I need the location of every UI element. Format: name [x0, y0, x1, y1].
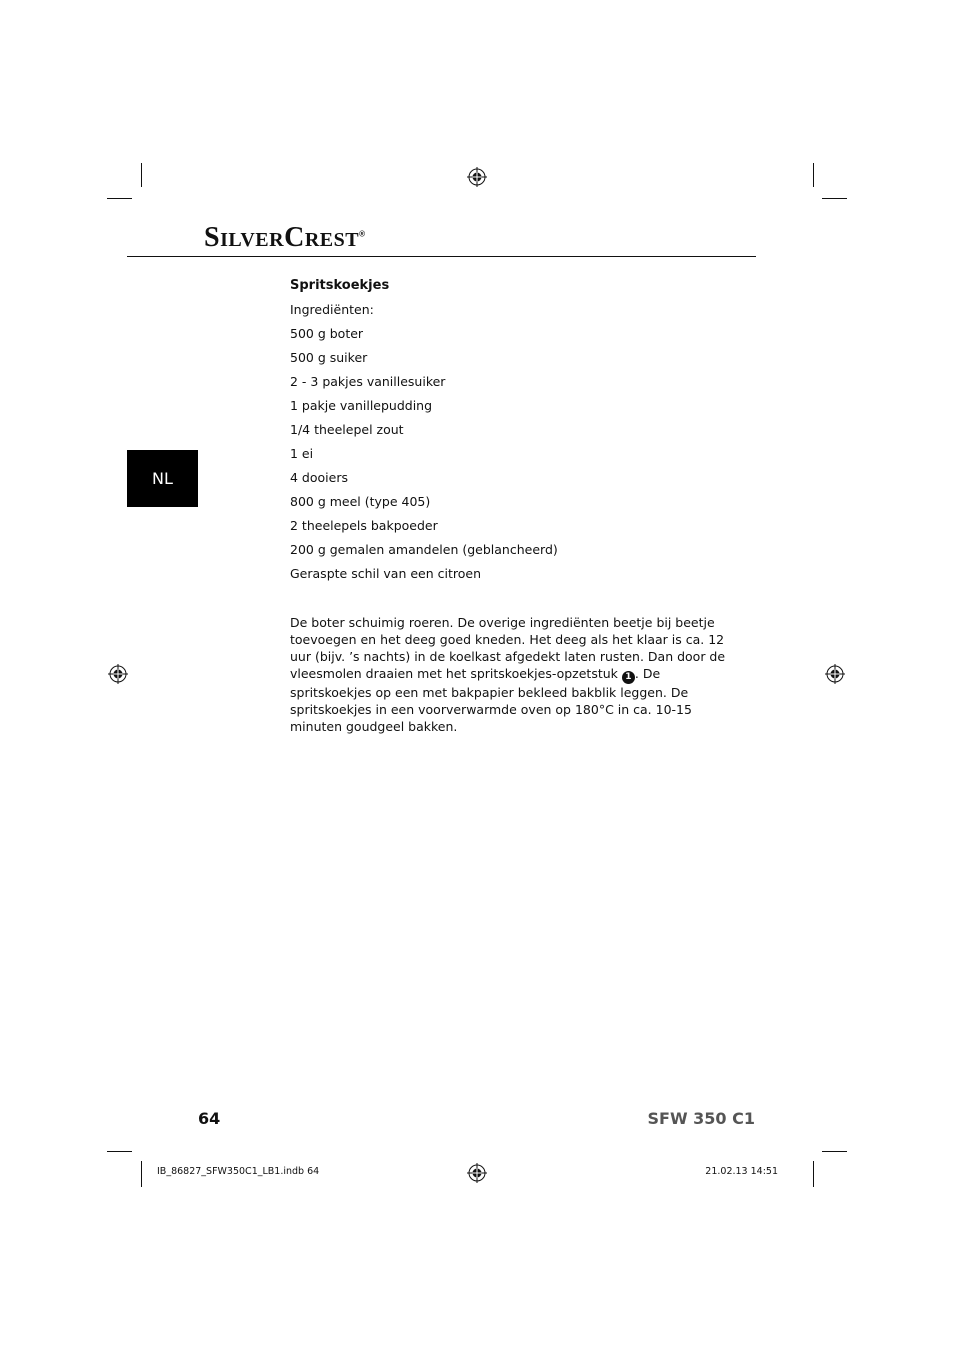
ingredient-item: 800 g meel (type 405) [290, 494, 431, 509]
page-number: 64 [198, 1109, 221, 1128]
ingredient-item: 1 pakje vanillepudding [290, 398, 433, 413]
part-reference-badge: 1 [622, 671, 635, 684]
print-slug-file: IB_86827_SFW350C1_LB1.indb 64 [157, 1166, 320, 1177]
print-slug-datetime: 21.02.13 14:51 [705, 1166, 778, 1177]
brand-logo: SILVERCREST® [204, 222, 366, 253]
crop-mark [813, 1161, 814, 1187]
registration-mark-icon [108, 664, 128, 684]
registration-mark-icon [467, 167, 487, 187]
model-number: SFW 350 C1 [647, 1109, 755, 1128]
ingredient-item: 2 theelepels bakpoeder [290, 518, 438, 533]
ingredients-list [290, 325, 730, 589]
crop-mark [141, 163, 142, 187]
crop-mark [141, 1161, 142, 1187]
registration-mark-icon [467, 1163, 487, 1183]
ingredient-item: 2 - 3 pakjes vanillesuiker [290, 374, 446, 389]
instructions-text: De boter schuimig roeren. De overige ingrediënten beetje bij beetje toevoegen en het deeg goed kneden. Het deeg als het klaar is ca. 12 uur (bijv. ’s nachts) in de koelkast afgedekt laten rusten. Dan door de vleesmolen draaien met het spritskoekjes-opzetstuk [290, 615, 726, 681]
recipe-content [290, 277, 730, 735]
registration-mark-icon [825, 664, 845, 684]
crop-mark [107, 198, 132, 199]
ingredient-item: Geraspte schil van een citroen [290, 566, 482, 581]
language-tab [127, 450, 198, 507]
crop-mark [813, 163, 814, 187]
ingredients-label: Ingrediënten: [290, 302, 374, 317]
ingredient-item: 1/4 theelepel zout [290, 422, 404, 437]
language-tab-label: NL [152, 469, 173, 488]
recipe-title: Spritskoekjes [290, 278, 390, 293]
recipe-instructions [290, 614, 730, 735]
ingredient-item: 200 g gemalen amandelen (geblancheerd) [290, 542, 558, 557]
ingredient-item: 500 g boter [290, 326, 364, 341]
crop-mark [107, 1151, 132, 1152]
ingredient-item: 500 g suiker [290, 350, 368, 365]
ingredient-item: 4 dooiers [290, 470, 348, 485]
crop-mark [822, 1151, 847, 1152]
instructions-text: . De spritskoekjes op een met bakpapier bekleed bakblik leggen. De spritskoekjes in een voorverwarmde oven op 180°C in ca. 10-15 minuten goudgeel bakken. [290, 666, 692, 734]
ingredient-item: 1 ei [290, 446, 314, 461]
crop-mark [822, 198, 847, 199]
header-rule [127, 256, 756, 257]
